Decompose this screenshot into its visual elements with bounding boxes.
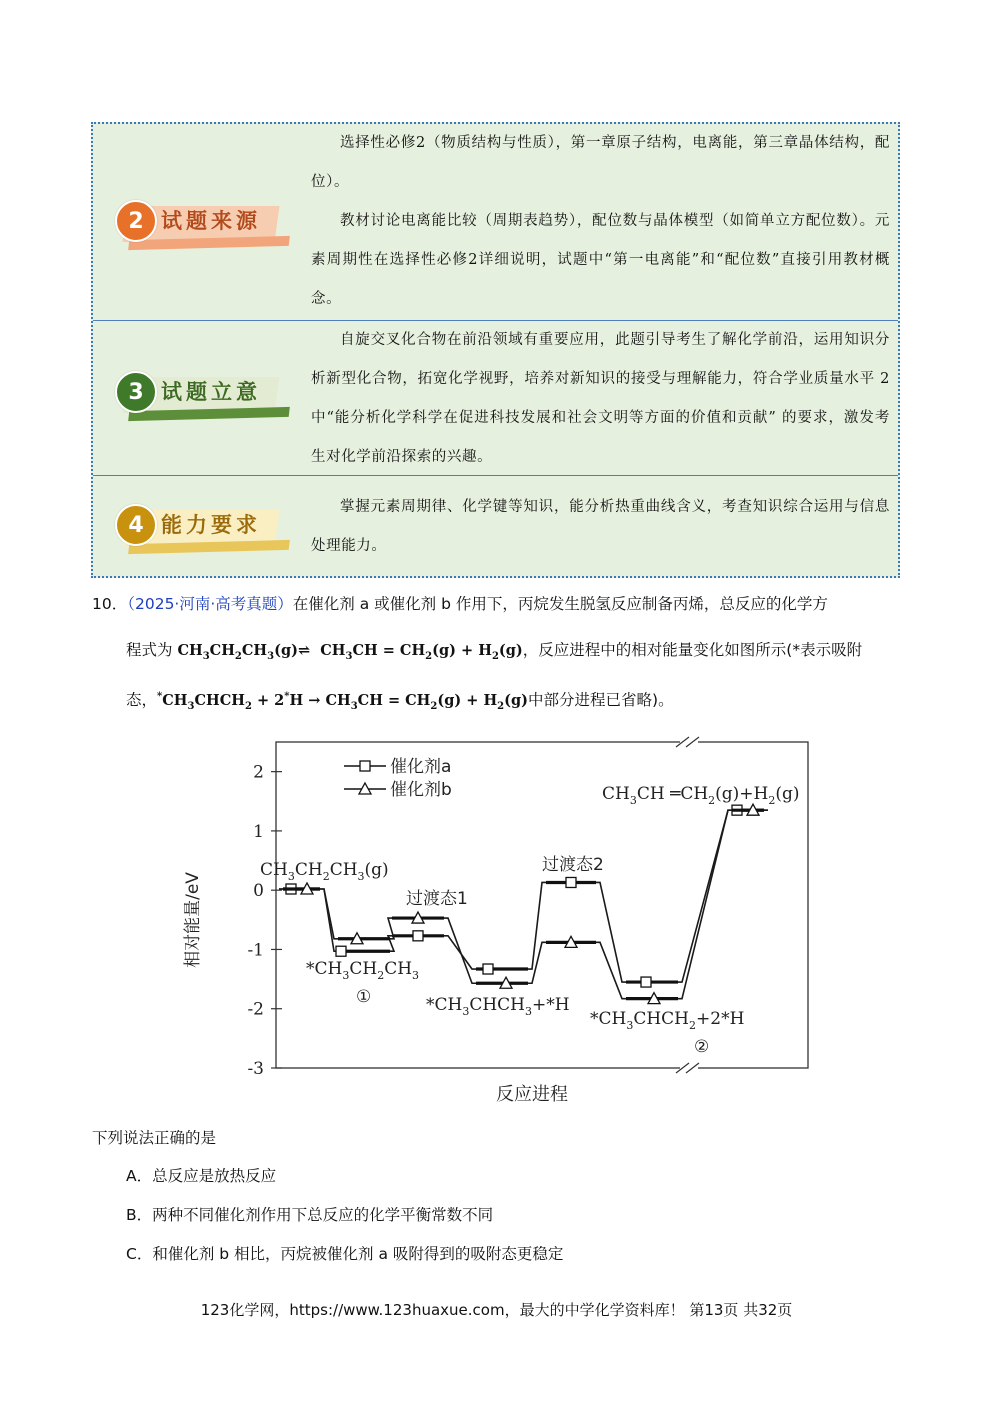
section-ability (93, 475, 898, 577)
label-ts2: 过渡态2 (542, 855, 604, 875)
badge-ability (111, 502, 281, 552)
page-footer: 123化学网，https://www.123huaxue.com，最大的中学化学资料库！ 第13页 共32页 (200, 1301, 793, 1319)
y-axis-label: 相对能量/eV (183, 872, 203, 968)
label-adsorbed-propane: $*CH_3CH_2CH_3$ (306, 959, 420, 982)
question-line-1 (92, 592, 828, 614)
section-text (311, 124, 890, 319)
badge-source (111, 198, 281, 248)
y-tick-label: 0 (253, 881, 264, 902)
section-title: 试题来源 (161, 208, 261, 233)
data-point-a (336, 946, 346, 956)
section-source (93, 124, 898, 320)
y-tick-label: 1 (253, 821, 264, 842)
label-step-1: ① (356, 987, 372, 1007)
analysis-panel (91, 122, 900, 578)
energy-diagram (176, 730, 836, 1120)
question-text: 程式为 (126, 641, 173, 659)
number-circle: 2 (115, 200, 157, 242)
section-intent (93, 320, 898, 476)
label-adsorbed-propene: $*CH_3CHCH_2+2*H$ (590, 1009, 745, 1032)
legend-label-a: 催化剂a (390, 757, 452, 777)
label-step-2: ② (694, 1037, 710, 1057)
x-axis-label: 反应进程 (496, 1084, 568, 1105)
legend-marker-a (360, 761, 370, 771)
number-circle: 3 (115, 371, 157, 413)
data-point-a (641, 977, 651, 987)
series-line-a (279, 810, 768, 982)
paragraph: 掌握元素周期律、化学键等知识，能分析热重曲线含义，考查知识综合运用与信息处理能力。 (311, 499, 890, 554)
option-b[interactable]: B．两种不同催化剂作用下总反应的化学平衡常数不同 (126, 1206, 494, 1224)
paragraph: 教材讨论电离能比较（周期表趋势），配位数与晶体模型（如简单立方配位数）。元素周期性在选择性必修2详细说明，试题中“第一电离能”和“配位数”直接引用教材概念。 (311, 213, 890, 307)
data-point-a (413, 931, 423, 941)
question-text: 中部分进程已省略)。 (528, 691, 674, 709)
y-tick-label: -2 (247, 999, 264, 1020)
y-tick-label: -1 (247, 940, 264, 961)
y-tick-label: -3 (247, 1059, 264, 1079)
option-c[interactable]: C．和催化剂 b 相比，丙烷被催化剂 a 吸附得到的吸附态更稳定 (126, 1245, 564, 1263)
number-circle: 4 (115, 504, 157, 546)
data-point-a (483, 964, 493, 974)
paragraph: 自旋交叉化合物在前沿领域有重要应用，此题引导考生了解化学前沿，运用知识分析新型化合物，拓宽化学视野，培养对新知识的接受与理解能力，符合学业质量水平 2 中“能分析化学科学在促进科技发展和社会文明等方面的价值和贡献” 的要求，激发考生对化学前沿探索的兴趣。 (311, 332, 890, 465)
question-line-3 (126, 688, 674, 712)
question-number: 10． (92, 595, 128, 613)
section-title: 试题立意 (161, 379, 261, 404)
question-text: 在催化剂 a 或催化剂 b 作用下，丙烷发生脱氢反应制备丙烯，总反应的化学方 (292, 595, 828, 613)
label-propane-gas: $CH_3CH_2CH_3(g)$ (260, 860, 389, 883)
overall-equation: $CH_3CH_2CH_3(g)\rightleftharpoons$ $CH_3CH = CH_2(g) + H_2(g)$ (177, 642, 523, 662)
question-source[interactable]: （2025·河南·高考真题） (127, 595, 293, 613)
y-tick-label: 2 (253, 762, 264, 783)
paragraph: 选择性必修2（物质结构与性质），第一章原子结构，电离能，第三章晶体结构，配位）。 (311, 135, 890, 190)
step-equation: $^*CH_3CHCH_2 + 2^*H \to CH_3CH = CH_2(g) + H_2(g)$ (157, 691, 529, 712)
label-adsorbed-isopropyl: $*CH_3CHCH_3+*H$ (426, 995, 570, 1018)
section-title: 能力要求 (161, 512, 261, 537)
legend-label-b: 催化剂b (390, 780, 452, 800)
label-ts1: 过渡态1 (406, 889, 468, 909)
section-text (311, 321, 890, 477)
question-prompt: 下列说法正确的是 (92, 1129, 217, 1147)
badge-intent (111, 369, 281, 419)
option-a[interactable]: A．总反应是放热反应 (126, 1167, 277, 1185)
question-text: 态， (126, 691, 158, 709)
question-text: ，反应进程中的相对能量变化如图所示(*表示吸附 (522, 641, 863, 659)
question-line-2 (126, 638, 862, 662)
label-products: $CH_3CH$ $═CH_2(g)+H_2(g)$ (602, 784, 800, 807)
data-point-a (566, 877, 576, 887)
section-text (311, 488, 890, 566)
